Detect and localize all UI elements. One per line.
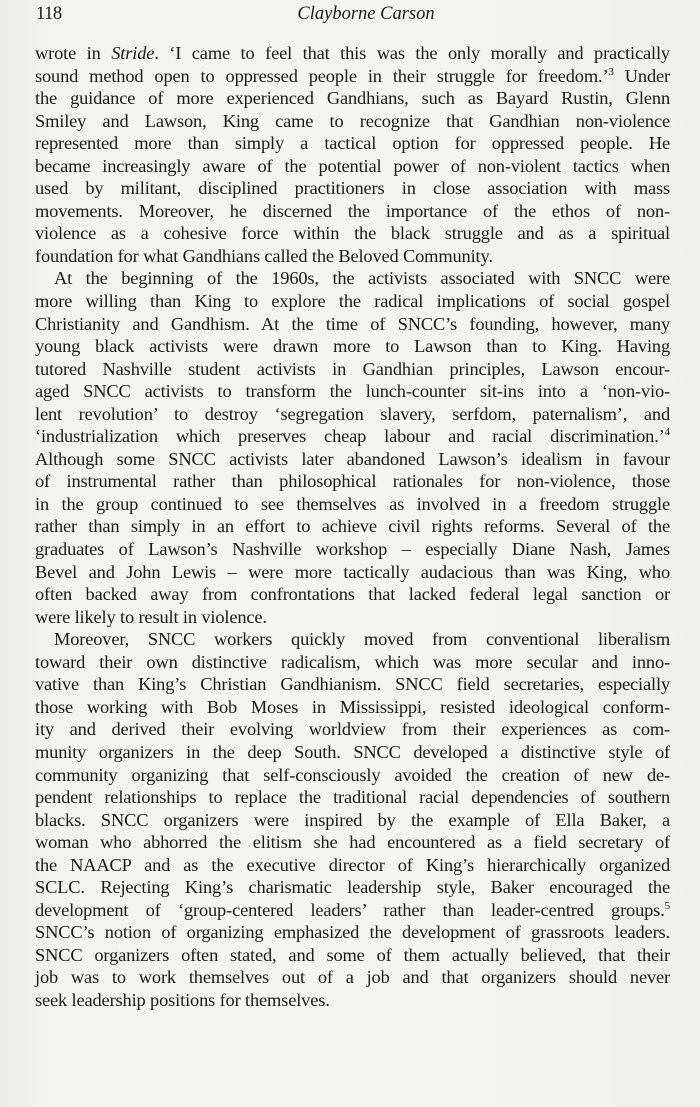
- text-line-content: tutored Nashville student activists in Gandhian principles, Lawson encour-: [35, 358, 670, 379]
- text-line-content: pendent relationships to replace the traditional racial dependencies of southern: [35, 787, 670, 808]
- text-line-content: graduates of Lawson’s Nashville workshop – especially Diane Nash, James: [35, 539, 670, 560]
- text-line-content: were likely to result in violence.: [35, 606, 267, 627]
- footnote-ref[interactable]: 3: [608, 65, 614, 78]
- text-line-content: Although some SNCC activists later abandoned Lawson’s idealism in favour: [35, 448, 670, 469]
- text-line: [35, 425, 670, 448]
- text-line-content: blacks. SNCC organizers were inspired by the example of Ella Baker, a: [35, 809, 670, 830]
- text-line: [35, 177, 670, 200]
- text-line: [35, 493, 670, 516]
- text-line-content: the NAACP and as the executive director of King’s hierarchically organized: [35, 854, 670, 875]
- text-line-content: movements. Moreover, he discerned the importance of the ethos of non-: [35, 200, 670, 221]
- text-line: [35, 155, 670, 178]
- text-line: [35, 313, 670, 336]
- paragraph: [35, 628, 670, 1011]
- text-line-content: became increasingly aware of the potential power of non-violent tactics when: [35, 155, 670, 176]
- text-line: [35, 583, 670, 606]
- text-line: [35, 899, 670, 922]
- text-line-content: munity organizers in the deep South. SNCC developed a distinctive style of: [35, 741, 670, 762]
- text-line: [35, 358, 670, 381]
- text-line: [35, 245, 670, 268]
- text-line: [35, 606, 670, 629]
- text-line: [35, 87, 670, 110]
- text-line-content: SNCC organizers often stated, and some of them actually believed, that their: [35, 944, 670, 965]
- text-line: [35, 561, 670, 584]
- text-line-content: often backed away from confrontations that lacked federal legal sanction or: [35, 584, 670, 605]
- text-line: [35, 651, 670, 674]
- text-line-content: development of ‘group-centered leaders’ rather than leader-centred groups.$^5$: [35, 899, 670, 920]
- text-line: [35, 290, 670, 313]
- text-line-content: Moreover, SNCC workers quickly moved from conventional liberalism: [54, 629, 670, 650]
- text-line: [35, 921, 670, 944]
- text-line: [35, 628, 670, 651]
- text-line-content: job was to work themselves out of a job and that organizers should never: [35, 967, 670, 988]
- text-line-content: ‘industrialization which preserves cheap labour and racial discrimination.’$^4$: [35, 426, 670, 447]
- text-line: [35, 515, 670, 538]
- text-line-content: vative than King’s Christian Gandhianism. SNCC field secretaries, especially: [35, 674, 670, 695]
- footnote-ref[interactable]: 5: [664, 899, 670, 912]
- paragraph: [35, 267, 670, 628]
- text-line-content: SCLC. Rejecting King’s charismatic leadership style, Baker encouraged the: [35, 877, 670, 898]
- text-line-content: lent revolution’ to destroy ‘segregation slavery, serfdom, paternalism’, and: [35, 403, 670, 424]
- running-head: [36, 4, 670, 28]
- text-line: [35, 448, 670, 471]
- text-line-content: aged SNCC activists to transform the lunch-counter sit-ins into a ‘non-vio-: [35, 381, 670, 402]
- text-line-content: seek leadership positions for themselves.: [35, 989, 330, 1010]
- text-line: [35, 538, 670, 561]
- text-line-content: of instrumental rather than philosophical rationales for non-violence, those: [35, 471, 670, 492]
- text-line-content: Christianity and Gandhism. At the time of SNCC’s founding, however, many: [35, 313, 670, 334]
- text-line-content: the guidance of more experienced Gandhians, such as Bayard Rustin, Glenn: [35, 88, 670, 109]
- text-line: [35, 786, 670, 809]
- text-line: [35, 380, 670, 403]
- book-title-italic: Stride: [111, 43, 155, 63]
- text-line-content: toward their own distinctive radicalism, which was more secular and inno-: [35, 651, 670, 672]
- text-line: [35, 989, 670, 1012]
- text-line-content: At the beginning of the 1960s, the activists associated with SNCC were: [54, 268, 670, 289]
- text-line: [35, 403, 670, 426]
- text-line-content: represented more than simply a tactical option for oppressed people. He: [35, 133, 670, 154]
- text-line: [35, 696, 670, 719]
- text-line: [35, 110, 670, 133]
- paragraph: [35, 42, 670, 267]
- text-line-content: used by militant, disciplined practitioners in close association with mass: [35, 178, 670, 199]
- text-line: [35, 764, 670, 787]
- text-line: [35, 222, 670, 245]
- text-line: [35, 876, 670, 899]
- text-line-content: Bevel and John Lewis – were more tactically audacious than was King, who: [35, 561, 670, 582]
- text-line-content: violence as a cohesive force within the black struggle and as a spiritual: [35, 223, 670, 244]
- text-line: [35, 200, 670, 223]
- body-text: [35, 42, 670, 1012]
- text-line: [35, 673, 670, 696]
- text-line-content: young black activists were drawn more to Lawson than to King. Having: [35, 336, 670, 357]
- running-title-author: Clayborne Carson: [297, 4, 435, 24]
- text-line: [35, 854, 670, 877]
- text-line: [35, 335, 670, 358]
- text-line: [35, 966, 670, 989]
- text-line-content: SNCC’s notion of organizing emphasized the development of grassroots leaders.: [35, 922, 670, 943]
- text-line: [35, 42, 670, 65]
- text-line: [35, 267, 670, 290]
- text-line-content: more willing than King to explore the radical implications of social gospel: [35, 291, 670, 312]
- text-line: [35, 718, 670, 741]
- text-line-content: wrote in Stride. ‘I came to feel that this was the only morally and practically: [35, 43, 670, 63]
- text-line-content: in the group continued to see themselves as involved in a freedom struggle: [35, 493, 670, 514]
- footnote-ref[interactable]: 4: [664, 426, 670, 439]
- page-number: 118: [36, 4, 62, 24]
- text-line: [35, 831, 670, 854]
- text-line-content: community organizing that self-consciously avoided the creation of new de-: [35, 764, 670, 785]
- text-line: [35, 944, 670, 967]
- text-line-content: ity and derived their evolving worldview from their experiences as com-: [35, 719, 670, 740]
- text-line-content: sound method open to oppressed people in their struggle for freedom.’$^3$ Under: [35, 65, 670, 86]
- text-line-content: foundation for what Gandhians called the Beloved Community.: [35, 245, 493, 266]
- text-line: [35, 741, 670, 764]
- text-line-content: those working with Bob Moses in Mississippi, resisted ideological conform-: [35, 696, 670, 717]
- text-line: [35, 809, 670, 832]
- text-line: [35, 132, 670, 155]
- text-line-content: woman who abhorred the elitism she had encountered as a field secretary of: [35, 832, 670, 853]
- text-line: [35, 65, 670, 88]
- text-line-content: Smiley and Lawson, King came to recognize that Gandhian non-violence: [35, 110, 670, 131]
- text-line-content: rather than simply in an effort to achieve civil rights reforms. Several of the: [35, 516, 670, 537]
- text-line: [35, 470, 670, 493]
